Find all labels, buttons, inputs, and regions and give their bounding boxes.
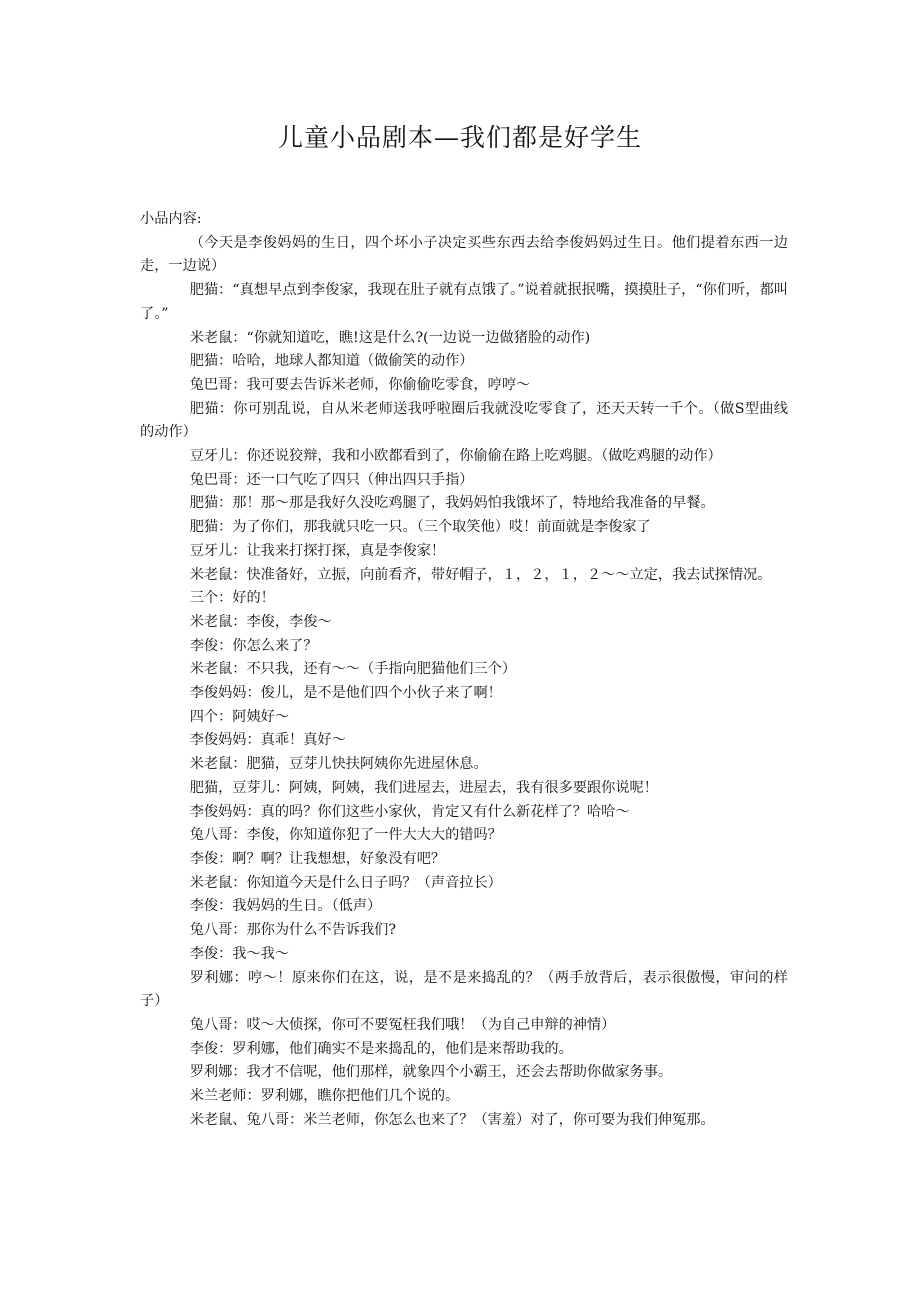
script-paragraph: 肥猫，豆芽儿：阿姨，阿姨，我们进屋去，进屋去，我有很多要跟你说呢！	[189, 779, 658, 796]
script-paragraph: 李俊：你怎么来了？	[189, 637, 318, 654]
script-paragraph: 肥猫：为了你们，那我就只吃一只。（三个取笑他）哎！前面就是李俊家了	[189, 519, 651, 536]
script-paragraph: 三个：好的！	[189, 590, 275, 607]
script-paragraph: 米老鼠：不只我，还有～～（手指向肥猫他们三个）	[189, 661, 517, 678]
script-paragraph: 豆牙儿：让我来打探打探，真是李俊家！	[189, 542, 446, 559]
script-paragraph: 李俊：罗利娜，他们确实不是来捣乱的，他们是来帮助我的。	[189, 1040, 573, 1057]
script-paragraph: 罗利娜：我才不信呢，他们那样，就象四个小霸王，还会去帮助你做家务事。	[189, 1064, 673, 1081]
script-paragraph: 兔八哥：哎～大侦探，你可不要冤枉我们哦！（为自己申辩的神情）	[189, 1016, 616, 1033]
document-title: 儿童小品剧本—我们都是好学生	[277, 123, 642, 152]
script-paragraph: 米老鼠：肥猫，豆芽儿快扶阿姨你先进屋休息。	[189, 756, 488, 773]
script-paragraph: 米兰老师：罗利娜，瞧你把他们几个说的。	[189, 1088, 460, 1105]
script-paragraph: 兔巴哥：还一口气吃了四只（伸出四只手指）	[189, 471, 474, 488]
script-paragraph: 米老鼠：“你就知道吃，瞧!这是什么?(一边说一边做猪脸的动作)	[189, 329, 591, 346]
script-paragraph: 李俊：我～我～	[189, 945, 290, 962]
script-paragraph: 肥猫：你可别乱说，自从米老师送我呼啦圈后我就没吃零食了，还天天转一千个。（做S型曲线的动作）	[140, 400, 788, 441]
script-paragraph: 肥猫：哈哈，地球人都知道（做偷笑的动作）	[189, 353, 474, 370]
script-paragraph: 罗利娜：哼～！原来你们在这，说，是不是来捣乱的？（两手放背后，表示很傲慢，审问的样子）	[140, 969, 788, 1010]
script-paragraph: 米老鼠：李俊，李俊～	[189, 613, 332, 630]
script-paragraph: 兔八哥：李俊，你知道你犯了一件大大大的错吗？	[189, 827, 502, 844]
script-paragraph: 李俊妈妈：俊儿，是不是他们四个小伙子来了啊！	[189, 685, 502, 702]
script-paragraph: 四个：阿姨好～	[189, 708, 290, 725]
script-paragraph: 豆牙儿：你还说狡辩，我和小欧都看到了，你偷偷在路上吃鸡腿。（做吃鸡腿的动作）	[189, 448, 722, 465]
script-body	[140, 208, 788, 1132]
script-paragraph: （今天是李俊妈妈的生日，四个坏小子决定买些东西去给李俊妈妈过生日。他们提着东西一边走，一边说）	[140, 234, 788, 275]
script-paragraph: 兔八哥：那你为什么不告诉我们?	[189, 922, 396, 939]
script-paragraph: 米老鼠、兔八哥：米兰老师，你怎么也来了？（害羞）对了，你可要为我们伸冤那。	[189, 1111, 715, 1128]
script-paragraph: 李俊：我妈妈的生日。（低声）	[189, 898, 382, 915]
script-paragraph: 米老鼠：你知道今天是什么日子吗？（声音拉长）	[189, 874, 502, 891]
section-label: 小品内容:	[140, 211, 202, 227]
script-paragraph: 肥猫：那！那～那是我好久没吃鸡腿了，我妈妈怕我饿坏了，特地给我准备的早餐。	[189, 495, 715, 512]
script-paragraph: 肥猫：“真想早点到李俊家，我现在肚子就有点饿了。”说着就抿抿嘴，摸摸肚子，“你们听，都叫了。”	[140, 282, 788, 322]
script-paragraph: 李俊妈妈：真的吗？你们这些小家伙，肯定又有什么新花样了？哈哈～	[189, 803, 630, 820]
script-paragraph: 李俊妈妈：真乖！真好～	[189, 732, 346, 749]
script-paragraph: 兔巴哥：我可要去告诉米老师，你偷偷吃零食，哼哼～	[189, 376, 531, 393]
script-paragraph: 李俊：啊？啊？让我想想，好象没有吧？	[189, 850, 446, 867]
script-paragraph: 米老鼠：快准备好，立振，向前看齐，带好帽子，１，２，１，２～～立定，我去试探情况。	[189, 566, 772, 583]
